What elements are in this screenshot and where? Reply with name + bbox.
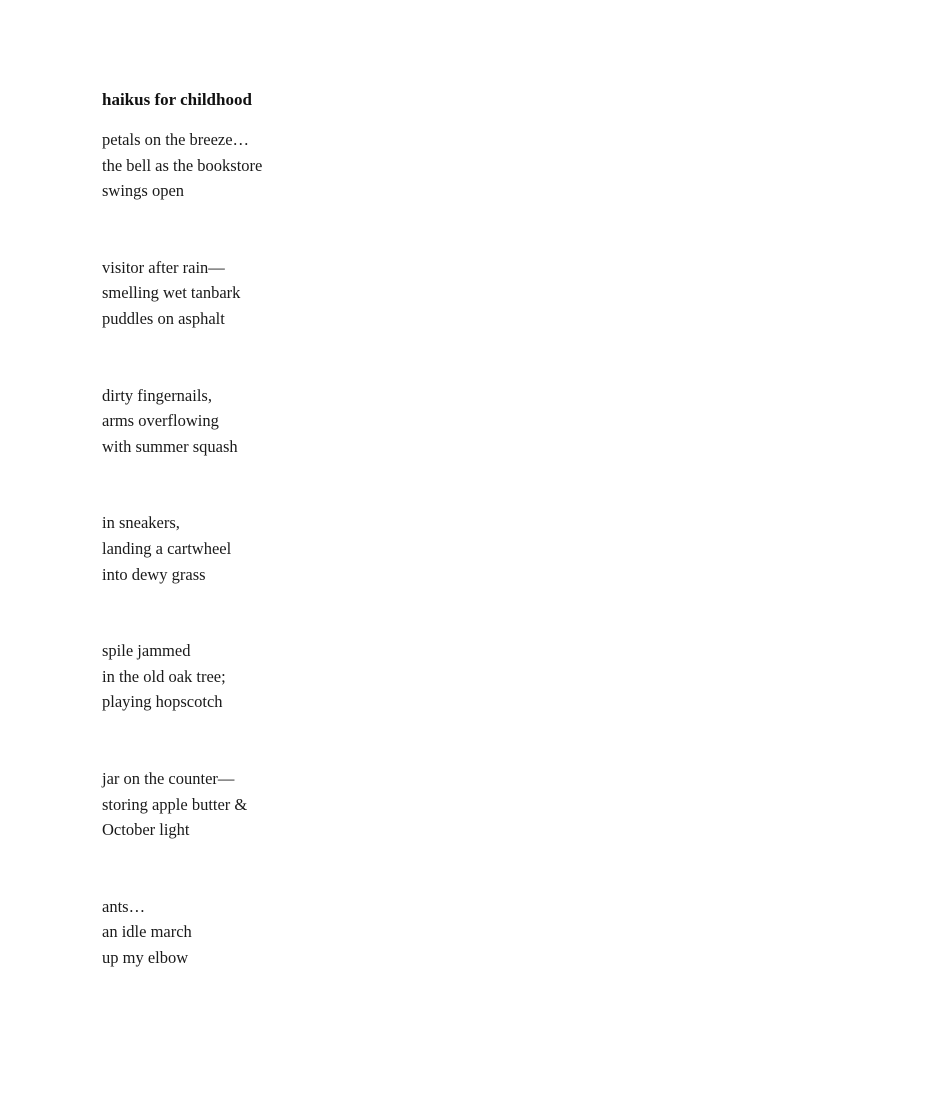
haiku-line: in sneakers,	[102, 513, 180, 533]
haiku-line: playing hopscotch	[102, 692, 223, 712]
haiku	[102, 383, 802, 460]
haiku	[102, 638, 802, 715]
haiku-line: ants…	[102, 896, 146, 916]
haiku	[102, 255, 802, 332]
haiku-line: visitor after rain—	[102, 257, 225, 277]
haiku-line: the bell as the bookstore	[102, 155, 263, 175]
haiku-line: landing a cartwheel	[102, 538, 232, 558]
haiku	[102, 766, 802, 843]
haiku	[102, 127, 802, 204]
document-page	[102, 88, 802, 1021]
haiku	[102, 894, 802, 971]
haiku-line: swings open	[102, 181, 185, 201]
haiku-line: into dewy grass	[102, 564, 206, 584]
haiku-line: October light	[102, 820, 190, 840]
haiku-line: arms overflowing	[102, 411, 219, 431]
haiku-line: in the old oak tree;	[102, 666, 226, 686]
haiku-line: up my elbow	[102, 947, 189, 967]
haiku-line: dirty fingernails,	[102, 385, 212, 405]
haiku-line: an idle march	[102, 922, 192, 942]
document-title: haikus for childhood	[102, 90, 252, 109]
haiku	[102, 510, 802, 587]
haiku-line: spile jammed	[102, 641, 191, 661]
haiku-line: puddles on asphalt	[102, 308, 225, 328]
haiku-line: smelling wet tanbark	[102, 283, 241, 303]
haiku-line: storing apple butter &	[102, 794, 248, 814]
haiku-line: with summer squash	[102, 436, 238, 456]
haiku-line: jar on the counter—	[102, 768, 235, 788]
haiku-line: petals on the breeze…	[102, 130, 250, 149]
